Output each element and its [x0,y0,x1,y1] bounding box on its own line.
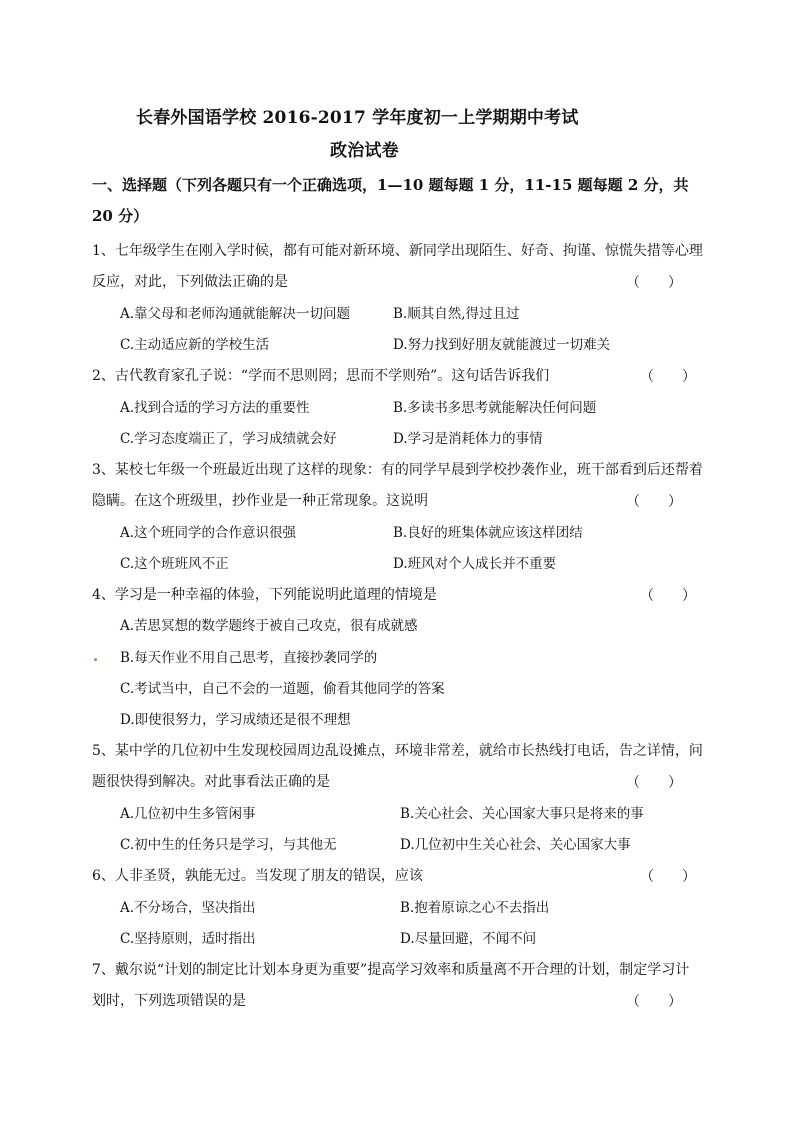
question-6-option-a: A.不分场合，坚决指出 [120,900,256,916]
answer-paren-1: （ ） [626,275,682,291]
exam-title: 长春外国语学校 2016-2017 学年度初一上学期期中考试 [136,108,579,128]
answer-paren-4: （ ） [640,588,696,604]
question-1-option-a: A.靠父母和老师沟通就能解决一切问题 [120,306,351,322]
question-4-option-a: A.苦思冥想的数学题终于被自己攻克，很有成就感 [120,618,418,634]
question-1-option-c: C.主动适应新的学校生活 [120,337,270,353]
question-2-option-b: B.多读书多思考就能解决任何问题 [393,400,597,416]
question-4-option-d: D.即使很努力，学习成绩还是很不理想 [120,712,351,728]
stray-mark [94,658,97,661]
question-6-option-d: D.尽量回避，不闻不问 [400,931,537,947]
question-6-stem-line1: 6、人非圣贤，孰能无过。当发现了朋友的错误，应该 [92,868,423,884]
question-4-stem-line1: 4、学习是一种幸福的体验，下列能说明此道理的情境是 [92,587,437,603]
question-2-option-d: D.学习是消耗体力的事情 [393,431,543,447]
question-7-stem-line2: 划时，下列选项错误的是 [92,993,246,1009]
question-3-stem-line1: 3、某校七年级一个班最近出现了这样的现象：有的同学早晨到学校抄袭作业，班干部看到后还帮着 [92,462,703,478]
answer-paren-6: （ ） [640,869,696,885]
question-3-option-d: D.班风对个人成长并不重要 [393,556,557,572]
question-5-stem-line2: 题很快得到解决。对此事看法正确的是 [92,774,330,790]
question-2-stem-line1: 2、古代教育家孔子说：“学而不思则罔；思而不学则殆”。这句话告诉我们 [92,368,550,384]
question-7-stem-line1: 7、戴尔说“计划的制定比计划本身更为重要”提高学习效率和质量离不开合理的计划，制定学习计 [92,962,690,978]
question-3-option-c: C.这个班班风不正 [120,556,229,572]
question-6-option-b: B.抱着原谅之心不去指出 [400,900,550,916]
answer-paren-5: （ ） [626,775,682,791]
answer-paren-2: （ ） [640,369,696,385]
question-1-option-b: B.顺其自然,得过且过 [393,306,520,322]
question-1-option-d: D.努力找到好朋友就能渡过一切难关 [393,337,611,353]
question-3-option-a: A.这个班同学的合作意识很强 [120,525,297,541]
question-3-stem-line2: 隐瞒。在这个班级里，抄作业是一种正常现象。这说明 [92,493,428,509]
answer-paren-7: （ ） [626,994,682,1010]
question-5-option-d: D.几位初中生关心社会、关心国家大事 [400,837,631,853]
question-5-option-b: B.关心社会、关心国家大事只是将来的事 [400,806,644,822]
question-6-option-c: C.坚持原则，适时指出 [120,931,256,947]
question-1-stem-line1: 1、七年级学生在刚入学时候，都有可能对新环境、新同学出现陌生、好奇、拘谨、惊慌失措等心理 [92,243,703,259]
question-5-option-c: C.初中生的任务只是学习，与其他无 [120,837,337,853]
question-5-stem-line1: 5、某中学的几位初中生发现校园周边乱设摊点，环境非常差，就给市长热线打电话，告之详情，问 [92,743,703,759]
question-2-option-c: C.学习态度端正了，学习成绩就会好 [120,431,337,447]
question-4-option-b: B.每天作业不用自己思考，直接抄袭同学的 [120,650,378,666]
section-heading: 一、选择题（下列各题只有一个正确选项，1—10 题每题 1 分，11-15 题每题 2 分，共 20 分） [92,176,689,225]
answer-paren-3: （ ） [626,494,682,510]
exam-subject: 政治试卷 [330,141,399,161]
question-1-stem-line2: 反应，对此，下列做法正确的是 [92,274,288,290]
question-4-option-c: C.考试当中，自己不会的一道题，偷看其他同学的答案 [120,681,445,697]
question-3-option-b: B.良好的班集体就应该这样团结 [393,525,583,541]
question-2-option-a: A.找到合适的学习方法的重要性 [120,400,310,416]
question-5-option-a: A.几位初中生多管闲事 [120,806,256,822]
